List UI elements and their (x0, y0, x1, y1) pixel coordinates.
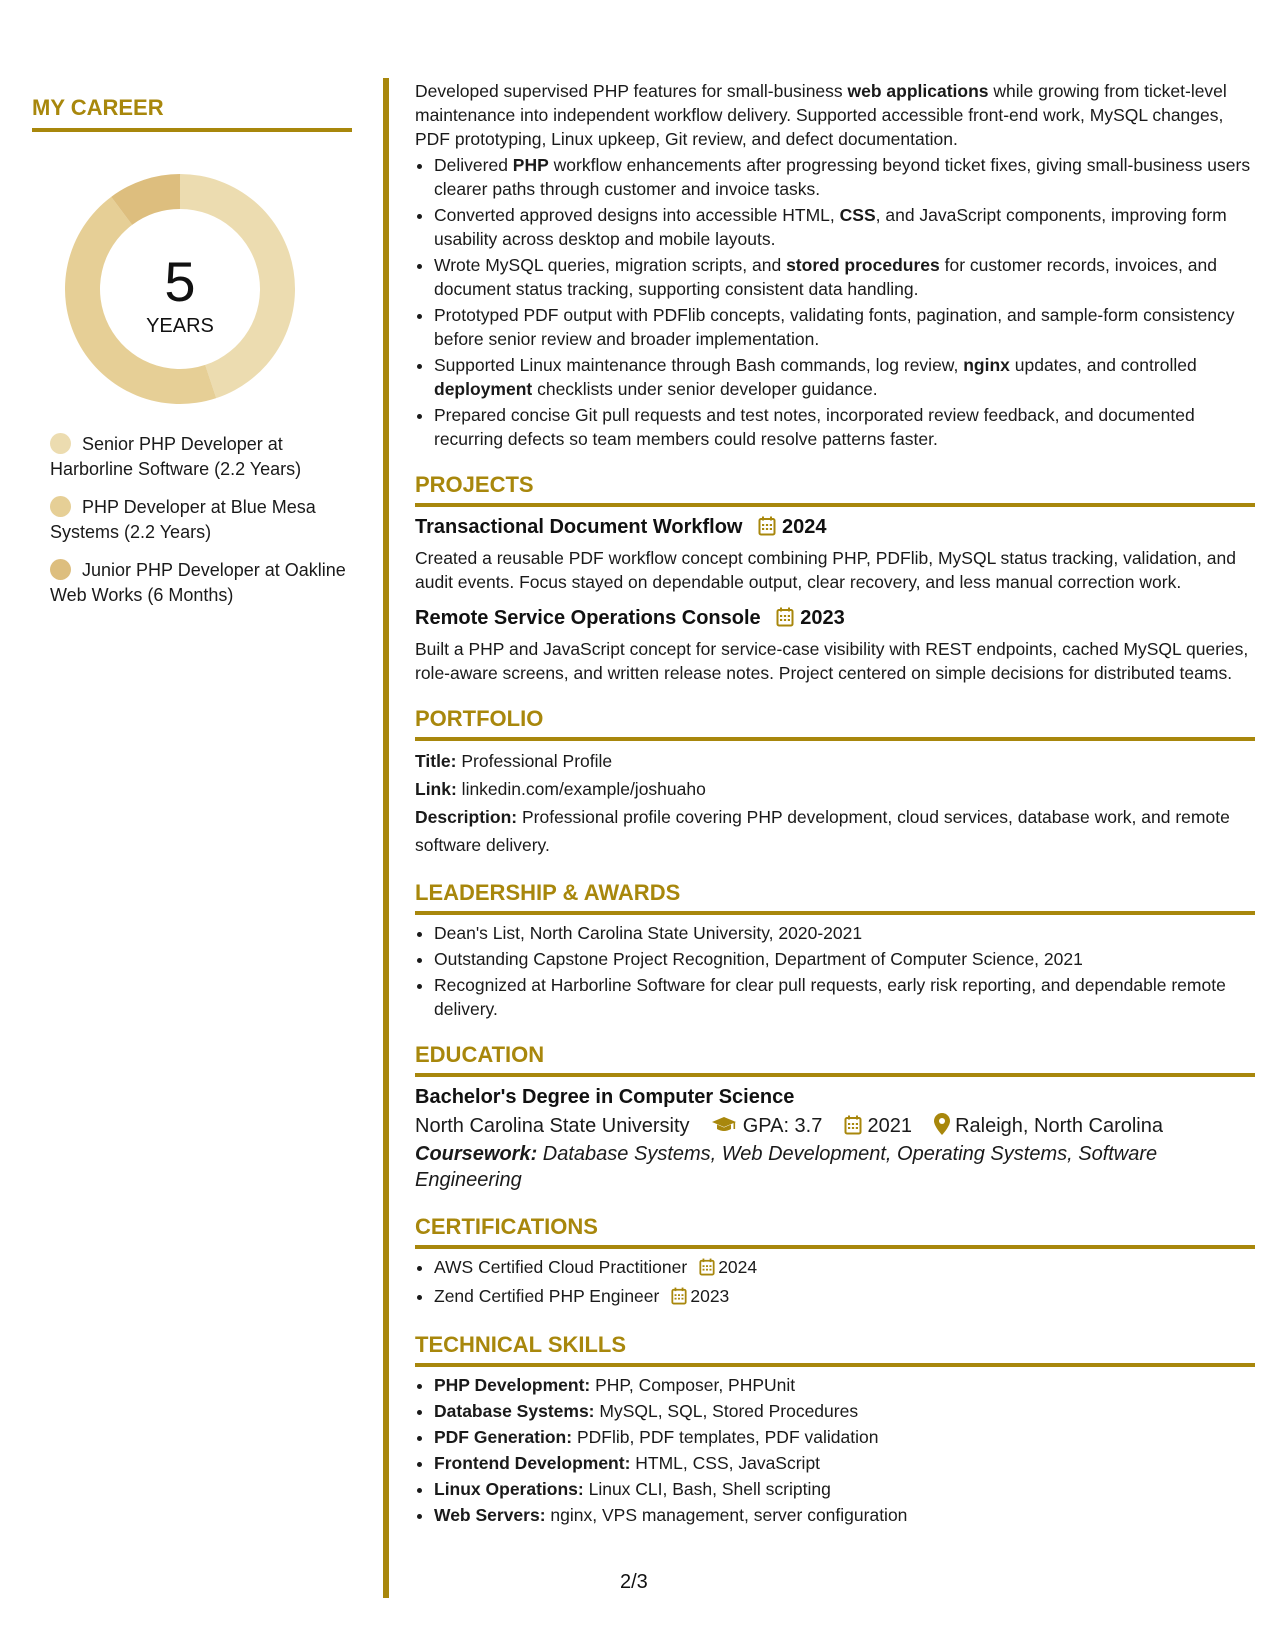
experience-bullet (434, 253, 1255, 301)
leadership-list (415, 921, 1255, 1021)
field-value: Professional Profile (456, 751, 613, 771)
career-legend (32, 432, 352, 608)
donut-center (65, 174, 295, 404)
certification-year: 2023 (690, 1286, 730, 1306)
main-column (415, 79, 1255, 1529)
bullet-bold: PHP (512, 155, 549, 175)
experience-bullet (434, 353, 1255, 401)
field-label: Title: (415, 751, 457, 771)
skill-item (434, 1503, 1255, 1527)
education-details (415, 1111, 1255, 1141)
legend-dot (50, 559, 71, 580)
intro-text: while growing from ticket-level maintenance into independent workflow delivery. Supported accessible front-end work, MySQL changes, PDF prototyping, Linux upkeep, Git review, and defect documentation. (415, 81, 1227, 149)
bullet-bold: CSS (839, 205, 876, 225)
experience-bullet: • Prepared concise Git pull requests and test notes, incorporated review feedback, and documented recurring defects so team members could resolve patterns faster. (434, 403, 1255, 451)
gpa: GPA: 3.7 (742, 1115, 823, 1137)
skill-item (434, 1451, 1255, 1475)
years-label: YEARS (146, 315, 214, 337)
skill-value: HTML, CSS, JavaScript (630, 1453, 821, 1473)
skill-value: PDFlib, PDF templates, PDF validation (572, 1427, 879, 1447)
portfolio-description (415, 803, 1255, 859)
calendar-icon (844, 1115, 862, 1137)
skill-value: MySQL, SQL, Stored Procedures (594, 1401, 859, 1421)
skill-label: PDF Generation: (434, 1427, 573, 1447)
certification-name: AWS Certified Cloud Practitioner (434, 1257, 688, 1277)
calendar-icon (758, 516, 776, 544)
graduation-year: 2021 (867, 1115, 912, 1137)
certification-year: 2024 (718, 1257, 758, 1277)
school-name: North Carolina State University (415, 1115, 690, 1137)
skill-item (434, 1477, 1255, 1501)
field-label: Link: (415, 779, 457, 799)
bullet-text: updates, and controlled (1009, 355, 1197, 375)
portfolio-heading: PORTFOLIO (415, 705, 1255, 741)
career-label: Junior PHP Developer at Oakline Web Works (6 Months) (50, 560, 346, 605)
skill-value: Linux CLI, Bash, Shell scripting (583, 1479, 831, 1499)
skill-label: PHP Development: (434, 1375, 591, 1395)
portfolio-link (415, 775, 1255, 803)
project-entry (415, 513, 1255, 594)
skill-label: Frontend Development: (434, 1453, 631, 1473)
project-description: Built a PHP and JavaScript concept for service-case visibility with REST endpoints, cached MySQL queries, role-aware screens, and written release notes. Project centered on simple decisions for distributed teams. (415, 639, 1249, 683)
skill-label: Linux Operations: (434, 1479, 584, 1499)
skill-label: Web Servers: (434, 1505, 546, 1525)
legend-dot (50, 496, 71, 517)
career-legend-item (50, 432, 352, 482)
career-legend-item (50, 558, 352, 608)
intro-text: Developed supervised PHP features for small-business (415, 81, 848, 101)
skill-value: nginx, VPS management, server configuration (545, 1505, 908, 1525)
intro-bold: web applications (847, 81, 989, 101)
leadership-item: • Dean's List, North Carolina State University, 2020-2021 (434, 921, 1255, 945)
portfolio-title (415, 747, 1255, 775)
project-name: Remote Service Operations Console (415, 607, 761, 629)
project-name: Transactional Document Workflow (415, 516, 743, 538)
bullet-text: Supported Linux maintenance through Bash commands, log review, (434, 355, 964, 375)
field-value: Professional profile covering PHP development, cloud services, database work, and remote software delivery. (415, 807, 1230, 855)
coursework-label: Coursework: (415, 1143, 538, 1165)
skill-item (434, 1425, 1255, 1449)
certification-item (434, 1255, 1255, 1282)
experience-bullet (434, 153, 1255, 201)
certifications-list (415, 1255, 1255, 1311)
career-donut-chart (65, 174, 295, 404)
legend-dot (50, 433, 71, 454)
bullet-bold: nginx (963, 355, 1010, 375)
career-label: PHP Developer at Blue Mesa Systems (2.2 Years) (50, 497, 316, 542)
skill-value: PHP, Composer, PHPUnit (590, 1375, 796, 1395)
calendar-icon (699, 1258, 715, 1282)
experience-bullet: • Prototyped PDF output with PDFlib concepts, validating fonts, pagination, and sample-form consistency before senior review and broader implementation. (434, 303, 1255, 351)
career-legend-item (50, 495, 352, 545)
school-location: Raleigh, North Carolina (955, 1115, 1163, 1137)
graduation-cap-icon (711, 1115, 737, 1137)
portfolio-link-value[interactable]: linkedin.com/example/joshuaho (456, 779, 706, 799)
calendar-icon (776, 607, 794, 635)
coursework-list: Database Systems, Web Development, Operating Systems, Software Engineering (415, 1143, 1158, 1191)
experience-bullets (415, 153, 1255, 451)
bullet-bold: deployment (434, 379, 533, 399)
bullet-text: for customer records, invoices, and document status tracking, supporting consistent data handling. (434, 255, 1217, 299)
vertical-divider (383, 78, 389, 1598)
project-entry (415, 604, 1255, 685)
field-label: Description: (415, 807, 518, 827)
degree-title: Bachelor's Degree in Computer Science (415, 1086, 795, 1108)
leadership-item: • Outstanding Capstone Project Recognition, Department of Computer Science, 2021 (434, 947, 1255, 971)
bullet-text: Delivered (434, 155, 513, 175)
leadership-item: • Recognized at Harborline Software for clear pull requests, early risk reporting, and dependable remote delivery. (434, 973, 1255, 1021)
skill-label: Database Systems: (434, 1401, 595, 1421)
education-heading: EDUCATION (415, 1041, 1255, 1077)
years-number: 5 (164, 250, 196, 313)
certification-item (434, 1284, 1255, 1311)
sidebar (32, 94, 352, 621)
project-year: 2023 (800, 607, 845, 629)
map-pin-icon (934, 1115, 950, 1137)
certification-name: Zend Certified PHP Engineer (434, 1286, 660, 1306)
project-year: 2024 (782, 516, 827, 538)
leadership-heading: LEADERSHIP & AWARDS (415, 879, 1255, 915)
bullet-text: checklists under senior developer guidance. (532, 379, 878, 399)
bullet-text: Converted approved designs into accessible HTML, (434, 205, 840, 225)
bullet-text: Wrote MySQL queries, migration scripts, and (434, 255, 787, 275)
skill-item (434, 1399, 1255, 1423)
skills-heading: TECHNICAL SKILLS (415, 1331, 1255, 1367)
experience-intro (415, 79, 1255, 151)
career-heading: MY CAREER (32, 94, 352, 132)
project-description: Created a reusable PDF workflow concept combining PHP, PDFlib, MySQL status tracking, validation, and audit events. Focus stayed on dependable output, clear recovery, and less manual correction work. (415, 548, 1236, 592)
bullet-bold: stored procedures (786, 255, 940, 275)
career-label: Senior PHP Developer at Harborline Software (2.2 Years) (50, 434, 302, 479)
experience-bullet (434, 203, 1255, 251)
skills-list (415, 1373, 1255, 1527)
skill-item (434, 1373, 1255, 1397)
bullet-text: workflow enhancements after progressing beyond ticket fixes, giving small-business users clearer paths through customer and invoice tasks. (434, 155, 1251, 199)
page-number: 2/3 (620, 1571, 648, 1593)
certifications-heading: CERTIFICATIONS (415, 1213, 1255, 1249)
projects-heading: PROJECTS (415, 471, 1255, 507)
project-title-row (415, 604, 1255, 635)
bullet-text: , and JavaScript components, improving form usability across desktop and mobile layouts. (434, 205, 1227, 249)
calendar-icon (671, 1287, 687, 1311)
project-title-row (415, 513, 1255, 544)
coursework (415, 1141, 1255, 1193)
